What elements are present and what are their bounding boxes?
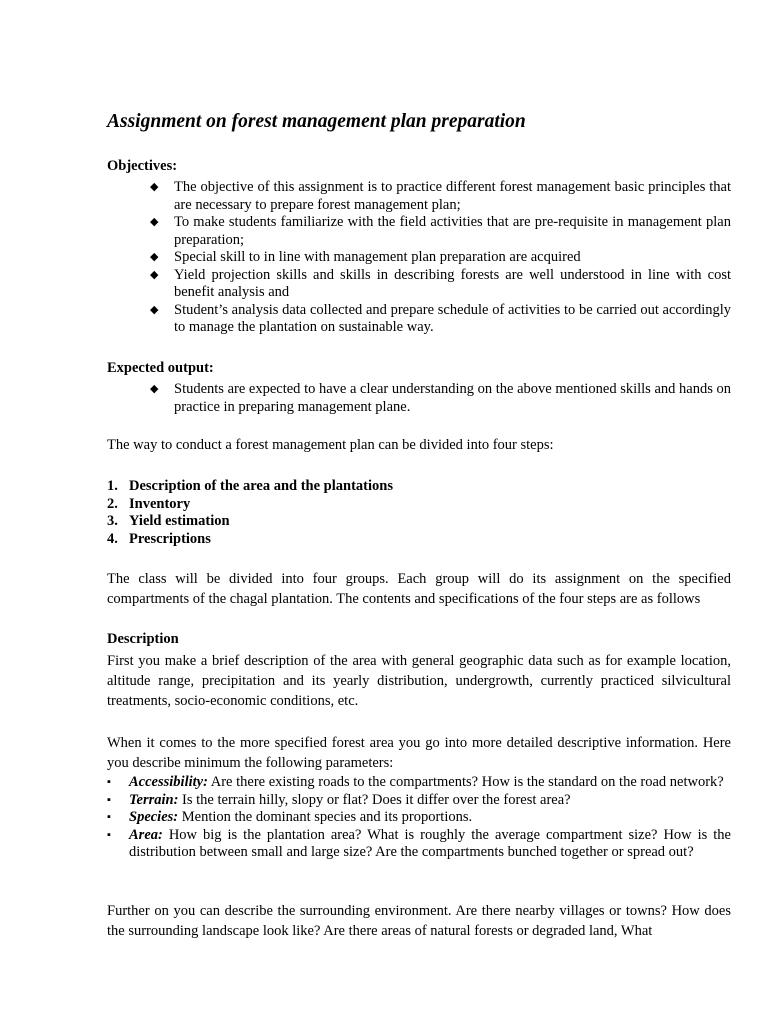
diamond-bullet-icon: ◆ (150, 216, 159, 228)
expected-output-heading: Expected output: (107, 360, 214, 376)
diamond-bullet-icon: ◆ (150, 383, 159, 395)
list-item: 4. Prescriptions (107, 530, 211, 547)
list-item: 2. Inventory (107, 495, 191, 512)
list-item: ▪ Species: Mention the dominant species and its proportions. (107, 809, 473, 825)
list-item: ▪ Accessibility: Are there existing roads to the compartments? How is the standard on the road network? (107, 774, 724, 790)
square-bullet-icon: ▪ (107, 793, 111, 806)
list-item: ▪ Terrain: Is the terrain hilly, slopy or flat? Does it differ over the forest area? (107, 791, 571, 808)
document-title: Assignment on forest management plan preparation (107, 111, 526, 132)
objectives-heading: Objectives: (107, 158, 178, 174)
description-paragraph-1: First you make a brief description of the area with general geographic data such as for example location, altitude range, precipitation and its yearly distribution, undergrowth, currently practiced silvicultural treatments, socio-economic conditions, etc. (107, 653, 731, 709)
steps-list (107, 478, 393, 548)
list-item: 1. Description of the area and the plantations (107, 478, 393, 494)
square-bullet-icon: ▪ (107, 776, 111, 788)
diamond-bullet-icon: ◆ (150, 181, 159, 193)
description-heading: Description (107, 631, 179, 647)
groups-paragraph: The class will be divided into four groups. Each group will do its assignment on the specified compartments of the chagal plantation. The contents and specifications of the four steps are as follows (107, 571, 731, 607)
parameters-list (0, 774, 731, 862)
diamond-bullet-icon: ◆ (150, 251, 159, 263)
list-item: ◆ To make students familiarize with the field activities that are pre-requisite in management plan preparation; (150, 214, 731, 248)
steps-intro: The way to conduct a forest management plan can be divided into four steps: (107, 437, 554, 453)
description-paragraph-2: When it comes to the more specified forest area you go into more detailed descriptive information. Here you describe minimum the following parameters: (107, 735, 731, 771)
list-item: ▪ Area: How big is the plantation area? What is roughly the average compartment size? How is the distribution between small and large size? Are the compartments bunched together or spread out? (107, 826, 731, 860)
list-item: ◆ Students are expected to have a clear understanding on the above mentioned skills and hands on practice in preparing management plane. (150, 381, 731, 415)
list-item: ◆ The objective of this assignment is to practice different forest management basic principles that are necessary to prepare forest management plan; (150, 179, 731, 213)
list-item: 3. Yield estimation (107, 513, 230, 529)
list-item: ◆ Student’s analysis data collected and prepare schedule of activities to be carried out accordingly to manage the plantation on sustainable way. (150, 301, 731, 335)
list-item: ◆ Yield projection skills and skills in describing forests are well understood in line with cost benefit analysis and (150, 266, 731, 300)
diamond-bullet-icon: ◆ (150, 303, 159, 316)
diamond-bullet-icon: ◆ (150, 268, 159, 281)
square-bullet-icon: ▪ (107, 828, 111, 841)
square-bullet-icon: ▪ (107, 811, 111, 823)
objectives-list (0, 179, 731, 337)
description-paragraph-3: Further on you can describe the surrounding environment. Are there nearby villages or towns? How does the surrounding landscape look like? Are there areas of natural forests or degraded land, What (107, 903, 731, 939)
expected-output-list (0, 381, 731, 416)
list-item: ◆ Special skill to in line with management plan preparation are acquired (150, 249, 581, 265)
